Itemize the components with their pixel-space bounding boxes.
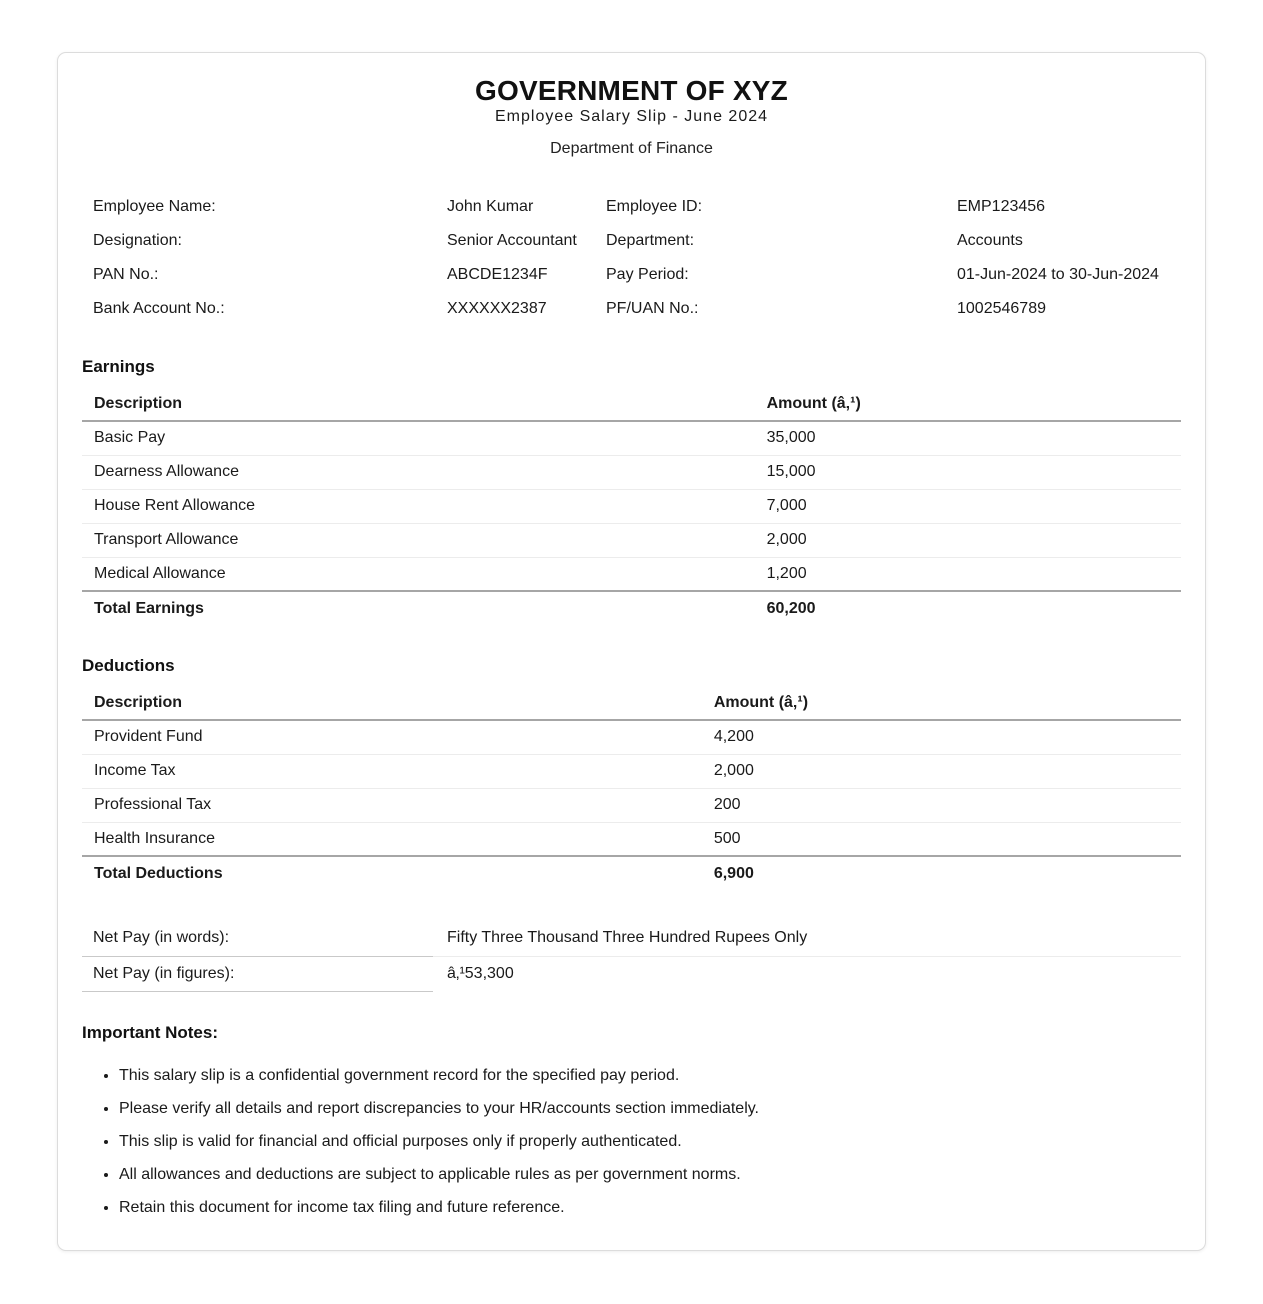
amount-cell: 200 <box>702 788 1181 822</box>
description-cell: Medical Allowance <box>82 557 755 591</box>
notes-list <box>82 1066 1181 1218</box>
employee-name-value: John Kumar <box>447 198 534 215</box>
table-row <box>82 557 1181 591</box>
description-cell: Basic Pay <box>82 421 755 455</box>
designation-value: Senior Accountant <box>447 232 577 249</box>
list-item: • This salary slip is a confidential government record for the specified pay period. <box>119 1066 1181 1086</box>
earnings-header-row <box>82 388 1181 421</box>
list-item: • Retain this document for income tax filing and future reference. <box>119 1198 1181 1218</box>
amount-cell: 4,200 <box>702 720 1181 754</box>
earnings-total-row <box>82 591 1181 625</box>
pay-period-label: Pay Period: <box>606 266 689 283</box>
pan-label: PAN No.: <box>93 266 159 283</box>
pf-uan-value: 1002546789 <box>957 300 1046 317</box>
net-pay-section <box>82 921 1181 992</box>
page-title: GOVERNMENT OF XYZ <box>475 75 788 106</box>
net-pay-figures-row <box>82 956 1181 991</box>
total-label-cell: Total Earnings <box>82 591 755 625</box>
employee-info-grid <box>82 190 1181 326</box>
total-amount-cell: 60,200 <box>755 591 1181 625</box>
earnings-description-header: Description <box>82 388 755 421</box>
list-item: • This slip is valid for financial and official purposes only if properly authenticated. <box>119 1132 1181 1152</box>
deductions-description-header: Description <box>82 687 702 720</box>
employee-id-label: Employee ID: <box>606 198 703 215</box>
earnings-table <box>82 388 1181 625</box>
designation-label: Designation: <box>93 232 182 249</box>
deductions-header-row <box>82 687 1181 720</box>
earnings-section-title: Earnings <box>82 357 155 376</box>
net-pay-figures-label: Net Pay (in figures): <box>82 956 433 991</box>
list-item: • All allowances and deductions are subject to applicable rules as per government norms. <box>119 1165 1181 1185</box>
deductions-amount-header: Amount (â‚¹) <box>702 687 1181 720</box>
description-cell: Income Tax <box>82 754 702 788</box>
amount-cell: 2,000 <box>702 754 1181 788</box>
amount-cell: 500 <box>702 822 1181 856</box>
table-row <box>82 720 1181 754</box>
net-pay-figures-value: â‚¹53,300 <box>447 964 514 982</box>
bank-account-label: Bank Account No.: <box>93 300 225 317</box>
earnings-amount-header: Amount (â‚¹) <box>755 388 1181 421</box>
list-item: • Please verify all details and report discrepancies to your HR/accounts section immediately. <box>119 1099 1181 1119</box>
net-pay-words-label: Net Pay (in words): <box>82 921 433 956</box>
table-row <box>82 754 1181 788</box>
bank-account-value: XXXXXX2387 <box>447 300 547 317</box>
net-pay-words-row <box>82 921 1181 956</box>
department-label: Department: <box>606 232 695 249</box>
department-value: Accounts <box>957 232 1023 249</box>
description-cell: Dearness Allowance <box>82 455 755 489</box>
amount-cell: 2,000 <box>755 523 1181 557</box>
table-row <box>82 455 1181 489</box>
employee-name-label: Employee Name: <box>93 198 216 215</box>
notes-section-title: Important Notes: <box>82 1022 218 1042</box>
description-cell: Professional Tax <box>82 788 702 822</box>
amount-cell: 7,000 <box>755 489 1181 523</box>
total-label-cell: Total Deductions <box>82 856 702 890</box>
table-row <box>82 523 1181 557</box>
table-row <box>82 822 1181 856</box>
table-row <box>82 489 1181 523</box>
description-cell: Provident Fund <box>82 720 702 754</box>
description-cell: Health Insurance <box>82 822 702 856</box>
pan-value: ABCDE1234F <box>447 266 548 283</box>
document-header <box>82 75 1181 158</box>
document-subtitle: Employee Salary Slip - June 2024 <box>494 108 769 125</box>
amount-cell: 15,000 <box>755 455 1181 489</box>
table-row <box>82 421 1181 455</box>
deductions-total-row <box>82 856 1181 890</box>
amount-cell: 1,200 <box>755 557 1181 591</box>
total-amount-cell: 6,900 <box>702 856 1181 890</box>
employee-id-value: EMP123456 <box>957 198 1046 215</box>
pay-period-value: 01-Jun-2024 to 30-Jun-2024 <box>957 266 1159 283</box>
salary-slip-card <box>57 52 1206 1251</box>
pf-uan-label: PF/UAN No.: <box>606 300 699 317</box>
description-cell: House Rent Allowance <box>82 489 755 523</box>
description-cell: Transport Allowance <box>82 523 755 557</box>
deductions-table <box>82 687 1181 890</box>
deductions-section-title: Deductions <box>82 656 175 675</box>
net-pay-words-value: Fifty Three Thousand Three Hundred Rupees Only <box>433 921 1181 956</box>
amount-cell: 35,000 <box>755 421 1181 455</box>
table-row <box>82 788 1181 822</box>
department-line: Department of Finance <box>550 140 713 157</box>
